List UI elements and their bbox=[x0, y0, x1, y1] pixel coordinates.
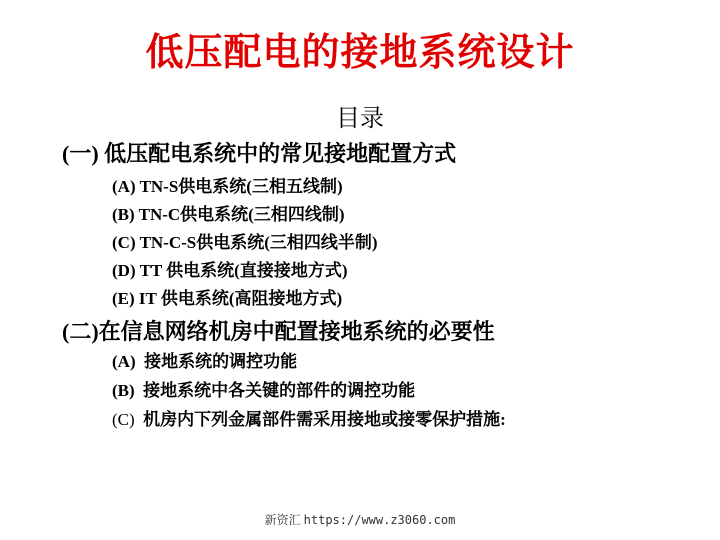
footer-url[interactable]: https://www.z3060.com bbox=[303, 513, 456, 527]
item-text: TT 供电系统(直接接地方式) bbox=[139, 261, 348, 280]
item-text: 接地系统的调控功能 bbox=[144, 352, 298, 371]
section-marker: (二) bbox=[62, 319, 99, 344]
list-item bbox=[112, 175, 343, 199]
toc-heading: 目录 bbox=[336, 106, 384, 132]
section-text: 在信息网络机房中配置接地系统的必要性 bbox=[98, 319, 495, 344]
item-text: TN-S供电系统(三相五线制) bbox=[139, 177, 343, 196]
item-text: IT 供电系统(高阻接地方式) bbox=[138, 289, 343, 308]
list-item bbox=[112, 259, 348, 283]
item-text: TN-C供电系统(三相四线制) bbox=[138, 205, 345, 224]
section-heading-1 bbox=[62, 140, 456, 168]
item-marker: (C) bbox=[112, 410, 135, 429]
section-marker: (一) bbox=[62, 141, 99, 166]
item-text: TN-C-S供电系统(三相四线半制) bbox=[139, 233, 378, 252]
item-marker: (A) bbox=[112, 177, 136, 196]
list-item bbox=[112, 231, 378, 255]
footer-site-name: 新资汇 bbox=[264, 513, 301, 527]
list-item bbox=[112, 350, 297, 374]
item-marker: (C) bbox=[112, 233, 136, 252]
footer-watermark bbox=[0, 512, 720, 528]
item-marker: (E) bbox=[112, 289, 135, 308]
item-marker: (B) bbox=[112, 205, 135, 224]
item-text: 接地系统中各关键的部件的调控功能 bbox=[143, 381, 416, 400]
slide-title: 低压配电的接地系统设计 bbox=[145, 32, 575, 74]
item-text: 机房内下列金属部件需采用接地或接零保护措施: bbox=[143, 410, 506, 429]
list-item bbox=[112, 408, 506, 432]
item-marker: (D) bbox=[112, 261, 136, 280]
list-item bbox=[112, 287, 342, 311]
list-item bbox=[112, 203, 345, 227]
list-item bbox=[112, 379, 415, 403]
section-text: 低压配电系统中的常见接地配置方式 bbox=[104, 141, 457, 166]
item-marker: (A) bbox=[112, 352, 136, 371]
item-marker: (B) bbox=[112, 381, 135, 400]
section-heading-2 bbox=[62, 318, 495, 346]
